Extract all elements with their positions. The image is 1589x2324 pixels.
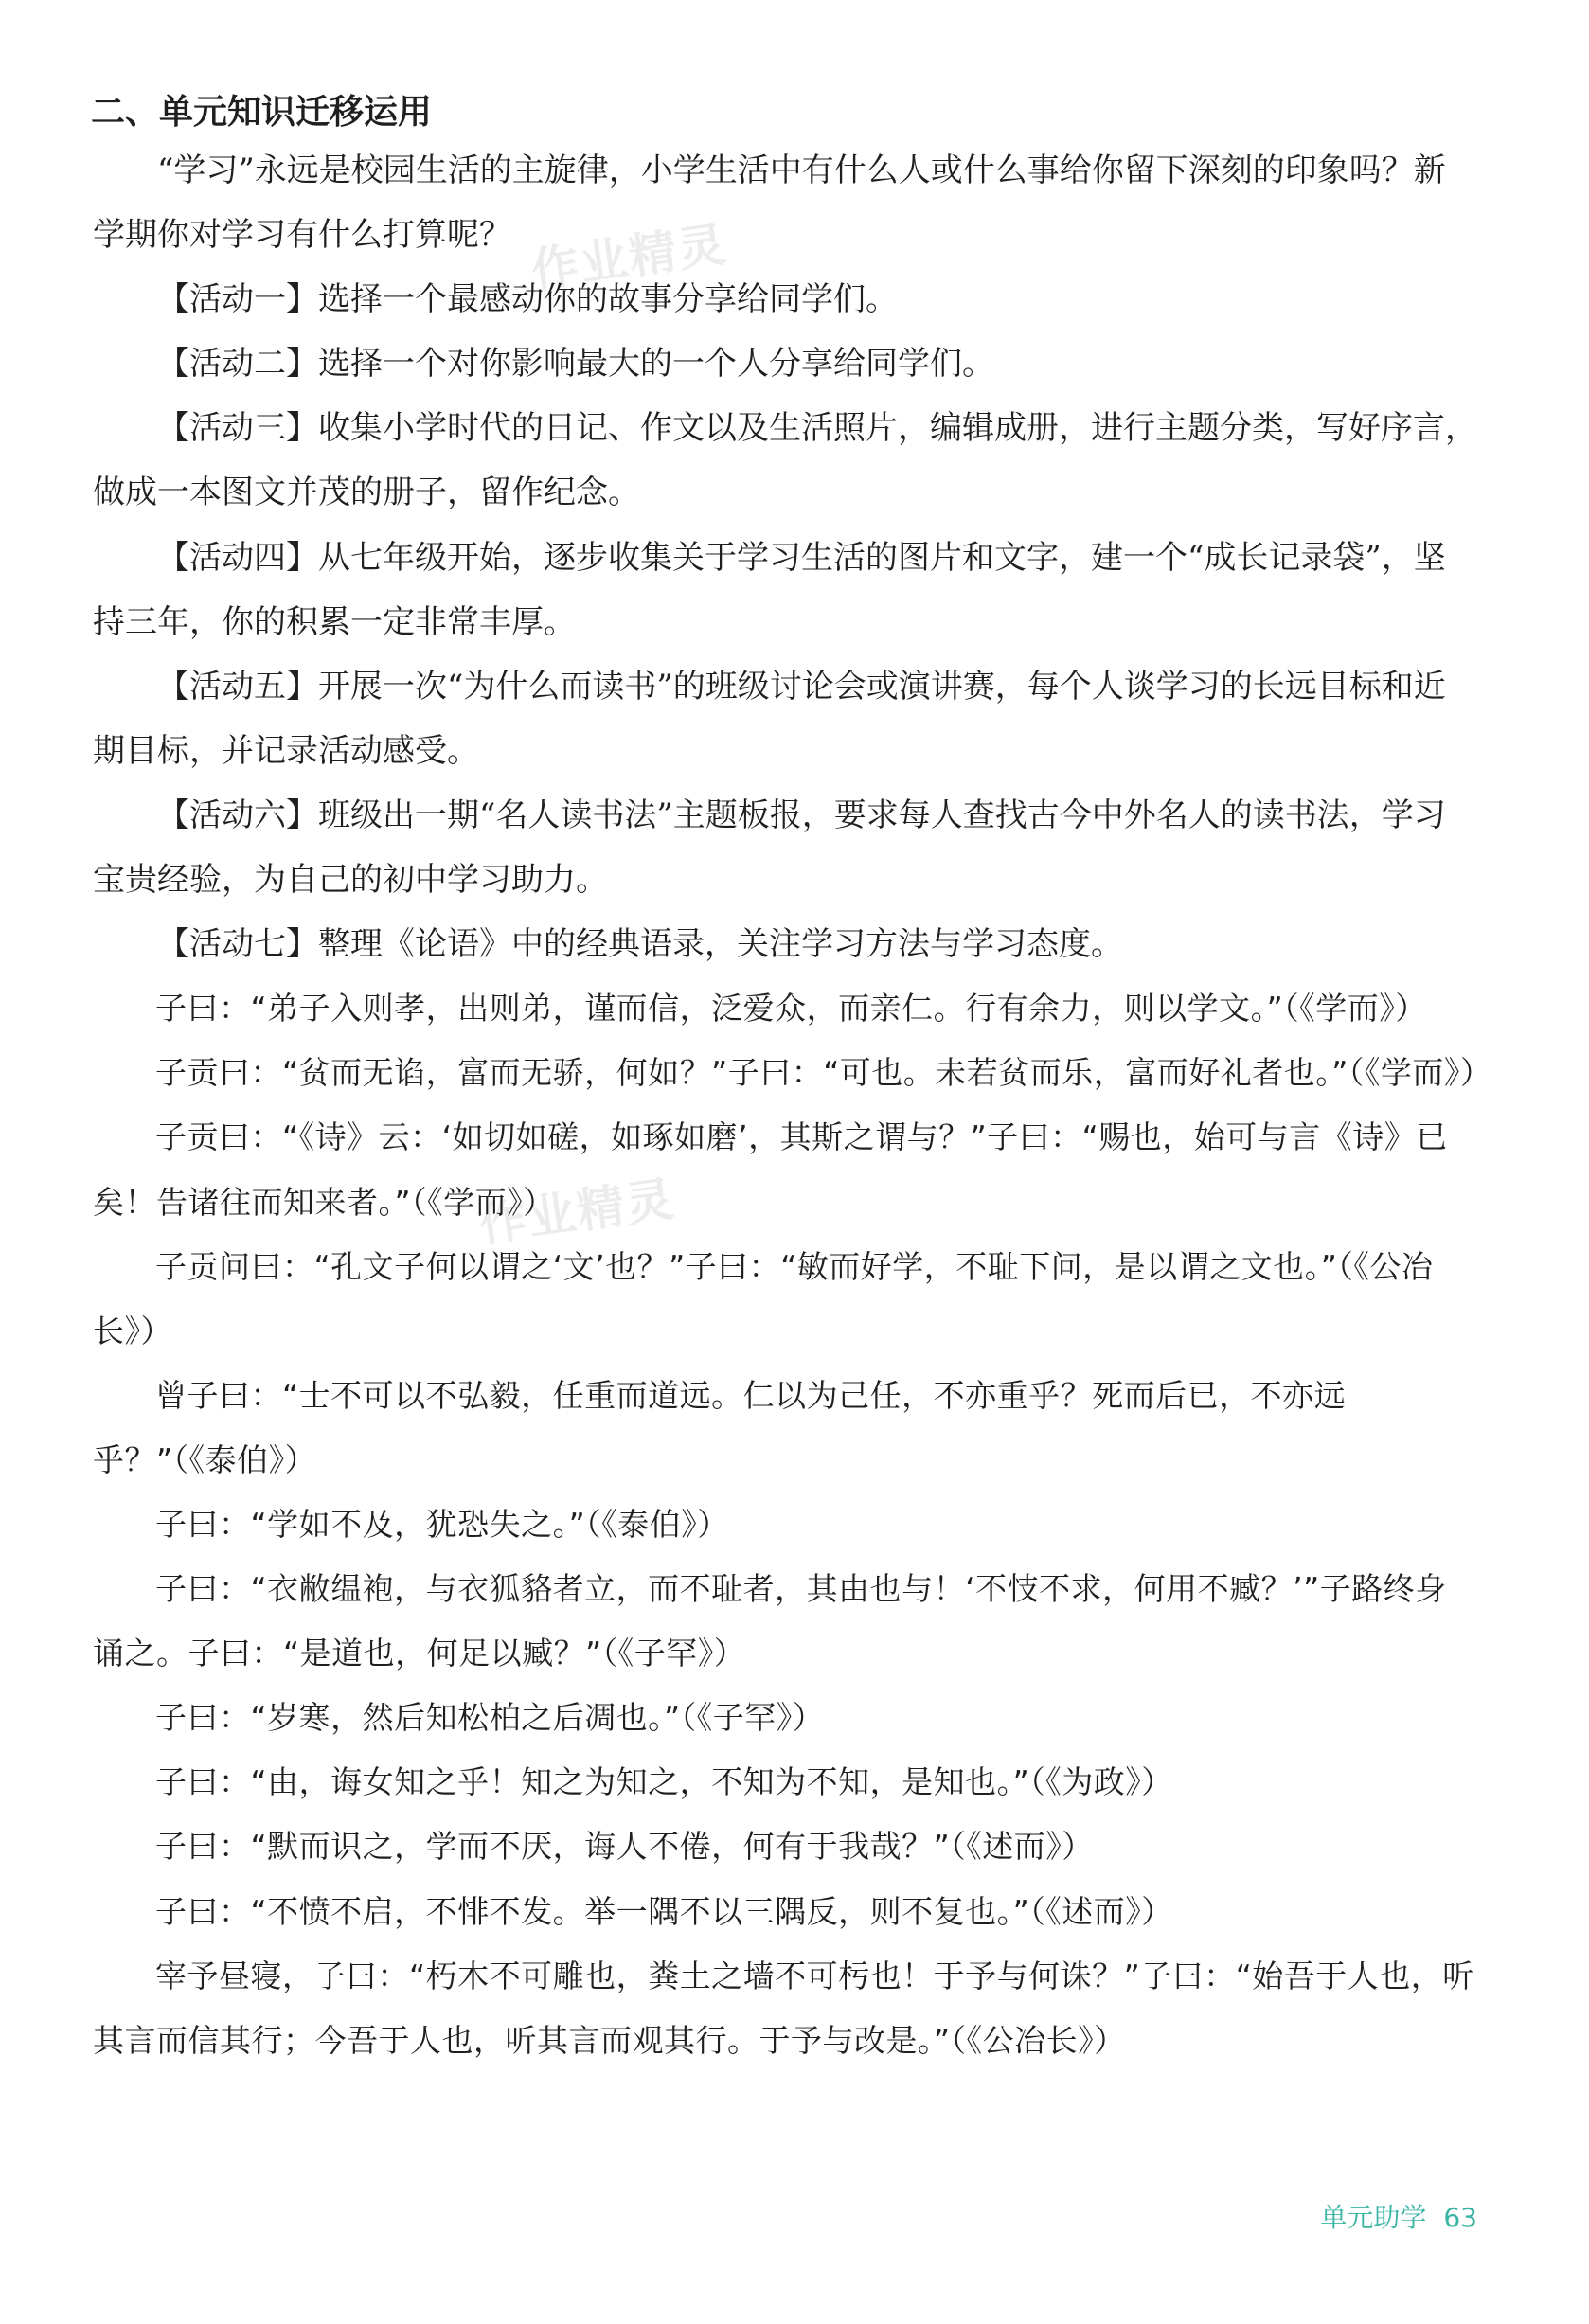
- activity-7: 【活动七】整理《论语》中的经典语录，关注学习方法与学习态度。: [157, 925, 1123, 964]
- activity-1: 【活动一】选择一个最感动你的故事分享给同学们。: [157, 280, 898, 319]
- section-title: 二、单元知识迁移运用: [91, 93, 433, 132]
- activity-6: 【活动六】班级出一期“名人读书法”主题板报，要求每人查找古今中外名人的读书法，学习宝贵经验，为自己的初中学习助力。: [93, 796, 1446, 900]
- analects-quote-3: 子贡曰：“《诗》云：‘如切如磋，如琢如磨’，其斯之谓与？”子曰：“赐也，始可与言《诗》已矣！告诸往而知来者。”（《学而》）: [93, 1118, 1448, 1221]
- activity-3: 【活动三】收集小学时代的日记、作文以及生活照片，编辑成册，进行主题分类，写好序言，做成一本图文并茂的册子，留作纪念。: [93, 409, 1477, 512]
- body-content: [93, 138, 1492, 2073]
- analects-quote-12: 宰予昼寝，子曰：“朽木不可雕也，粪土之墙不可杇也！于予与何诛？”子曰：“始吾于人也，听其言而信其行；今吾于人也，听其言而观其行。于予与改是。”（《公冶长》）: [93, 1957, 1474, 2059]
- watermark-middle: 作业精灵: [475, 1171, 679, 1254]
- analects-quote-2: 子贡曰：“贫而无谄，富而无骄，何如？”子曰：“可也。未若贫而乐，富而好礼者也。”（《学而》）: [155, 1054, 1492, 1092]
- analects-quote-1: 子曰：“弟子入则孝，出则弟，谨而信，泛爱众，而亲仁。行有余力，则以学文。”（《学而》）: [155, 990, 1427, 1028]
- analects-quote-5: 曾子曰：“士不可以不弘毅，任重而道远。仁以为己任，不亦重乎？死而后已，不亦远乎？”（《泰伯》）: [93, 1376, 1347, 1478]
- analects-quote-9: 子曰：“由，诲女知之乎！知之为知之，不知为不知，是知也。”（《为政》）: [155, 1763, 1173, 1801]
- analects-quote-10: 子曰：“默而识之，学而不厌，诲人不倦，何有于我哉？”（《述而》）: [155, 1828, 1094, 1866]
- analects-quote-6: 子曰：“学如不及，犹恐失之。”（《泰伯》）: [155, 1505, 729, 1543]
- analects-quote-4: 子贡问曰：“孔文子何以谓之‘文’也？”子曰：“敏而好学，不耻下问，是以谓之文也。”（《公冶长》）: [93, 1247, 1434, 1350]
- intro-paragraph: “学习”永远是校园生活的主旋律，小学生活中有什么人或什么事给你留下深刻的印象吗？新学期你对学习有什么打算呢？: [93, 152, 1446, 255]
- page-footer: [1320, 2197, 1477, 2235]
- page-number: 63: [1443, 2202, 1477, 2233]
- activity-4: 【活动四】从七年级开始，逐步收集关于学习生活的图片和文字，建一个“成长记录袋”，坚持三年，你的积累一定非常丰厚。: [93, 538, 1446, 641]
- analects-quote-8: 子曰：“岁寒，然后知松柏之后凋也。”（《子罕》）: [155, 1699, 825, 1737]
- activity-5: 【活动五】开展一次“为什么而读书”的班级讨论会或演讲赛，每个人谈学习的长远目标和近期目标，并记录活动感受。: [93, 667, 1446, 770]
- analects-quote-11: 子曰：“不愤不启，不悱不发。举一隅不以三隅反，则不复也。”（《述而》）: [155, 1892, 1173, 1930]
- footer-label: 单元助学: [1320, 2202, 1427, 2233]
- watermark-top: 作业精灵: [527, 216, 731, 299]
- analects-quote-7: 子曰：“衣敝缊袍，与衣狐貉者立，而不耻者，其由也与！‘不忮不求，何用不臧？’”子路终身诵之。子曰：“是道也，何足以臧？”（《子罕》）: [93, 1570, 1447, 1672]
- activity-2: 【活动二】选择一个对你影响最大的一个人分享给同学们。: [157, 345, 994, 384]
